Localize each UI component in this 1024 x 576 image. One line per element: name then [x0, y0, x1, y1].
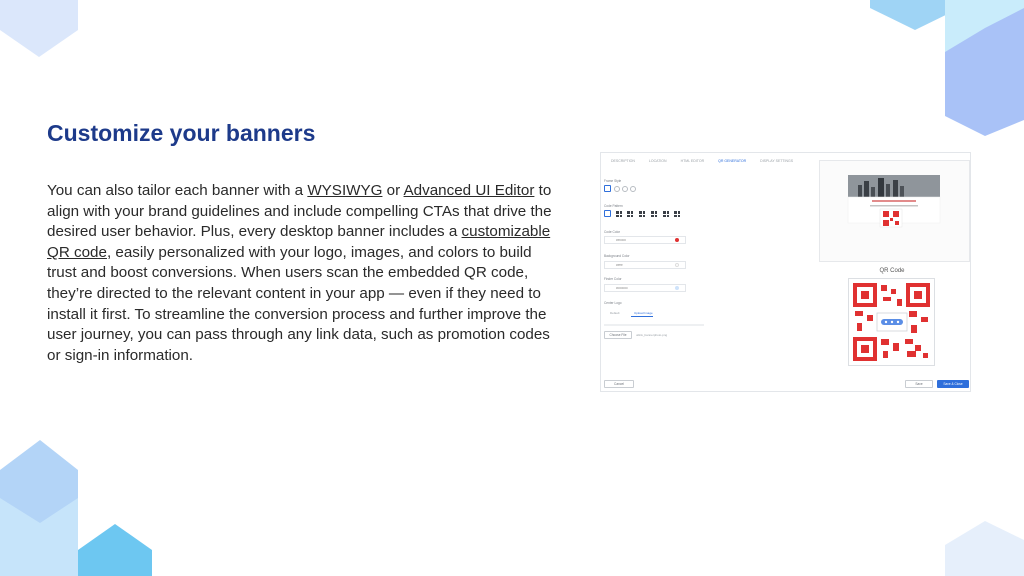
tab-qr-generator[interactable]: QR GENERATOR	[718, 159, 747, 163]
cancel-button[interactable]: Cancel	[604, 380, 634, 388]
body-text-segment: You can also tailor each banner with a	[47, 182, 308, 199]
center-logo-label: Center Logo	[604, 301, 622, 305]
code-color-field[interactable]: #ff0000	[604, 236, 686, 244]
code-pattern-option[interactable]	[674, 211, 680, 217]
qr-code-title: QR Code	[879, 268, 905, 274]
code-color-swatch[interactable]	[675, 238, 679, 242]
code-pattern-option[interactable]	[627, 211, 633, 217]
tab-description[interactable]: DESCRIPTION	[611, 159, 635, 163]
save-button[interactable]: Save	[905, 380, 933, 388]
save-and-close-button[interactable]: Save & Close	[937, 380, 969, 388]
code-pattern-option[interactable]	[616, 211, 622, 217]
finder-color-swatch[interactable]	[675, 286, 679, 290]
code-color-label: Code Color	[604, 230, 621, 234]
wysiwyg-link[interactable]: WYSIWYG	[307, 182, 383, 199]
code-pattern-option[interactable]	[651, 211, 657, 217]
selected-option-underline	[631, 316, 653, 317]
code-pattern-label: Code Pattern	[604, 204, 623, 208]
banner-preview-image	[820, 161, 969, 261]
finder-color-field[interactable]: #000000	[604, 284, 686, 292]
body-text-segment: , easily personalized with your logo, images, and colors to build trust and boost conversions. When users scan the embedded QR code, they’re directed to the relevant content in your app — even if they need to install it first. To streamline the conversion process and further improve the user journey, you can pass through any link data, such as promotion codes or sign-in information.	[47, 243, 550, 364]
hexagon-shape	[945, 521, 1024, 576]
frame-style-option-soft[interactable]	[630, 186, 636, 192]
body-text-segment: to align with your brand guidelines and include compelling CTAs that drive the desired user behavior. Plus, every desktop banner includes a	[47, 182, 552, 241]
choose-file-button[interactable]: Choose File	[604, 331, 632, 339]
frame-style-label: Frame Style	[604, 179, 622, 183]
qr-code-card	[848, 278, 935, 366]
tab-html-editor[interactable]: HTML EDITOR	[680, 159, 705, 163]
center-logo-option-upload[interactable]: Upload Image	[634, 311, 653, 315]
frame-style-option-circle[interactable]	[622, 186, 628, 192]
banner-preview-card	[819, 160, 970, 262]
center-logo-option-default[interactable]: Default	[610, 311, 620, 315]
editor-tabs	[611, 159, 793, 163]
code-pattern-option[interactable]	[663, 211, 669, 217]
background-color-label: Background Color	[604, 254, 630, 258]
background-color-field[interactable]: #ffffff	[604, 261, 686, 269]
slide-body-paragraph	[47, 181, 559, 366]
slide-title: Customize your banners	[47, 120, 316, 146]
qr-code-image	[849, 279, 934, 365]
tab-display-settings[interactable]: DISPLAY SETTINGS	[760, 159, 794, 163]
code-pattern-option[interactable]	[639, 211, 645, 217]
hexagon-shape	[78, 524, 152, 576]
finder-color-label: Finder Color	[604, 277, 622, 281]
advanced-ui-editor-link[interactable]: Advanced UI Editor	[403, 182, 535, 199]
help-text-line	[604, 324, 704, 326]
background-color-swatch[interactable]	[675, 263, 679, 267]
frame-style-option-square[interactable]	[604, 185, 611, 192]
body-text-segment: or	[382, 182, 404, 199]
qr-generator-screenshot	[600, 152, 971, 392]
tab-location[interactable]: LOCATION	[648, 159, 667, 163]
hexagon-shape	[0, 0, 78, 57]
uploaded-file-name: uilink_bannerphoto.png	[636, 333, 668, 337]
frame-style-option-round[interactable]	[614, 186, 620, 192]
customizable-qr-code-link[interactable]: customizable QR code	[47, 223, 551, 261]
code-pattern-option[interactable]	[604, 210, 611, 217]
